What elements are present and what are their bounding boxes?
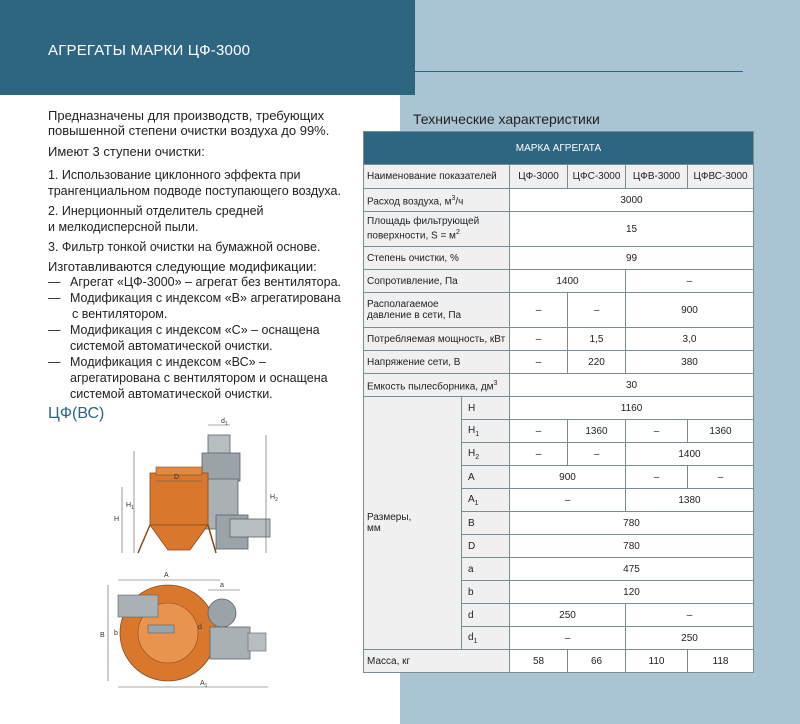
intro-lead-line-1: Предназначены для производств, требующих (48, 108, 325, 123)
intro-lead-line-2: повышенной степени очистки воздуха до 99%. (48, 123, 330, 138)
svg-text:d1: $d_1$ (221, 418, 228, 427)
table-row: Напряжение сети, В – 220 380 (364, 351, 754, 374)
models-row (364, 165, 754, 189)
filter-area-label-1: Площадь фильтрующей (367, 216, 480, 228)
modification-4: — Модификация с индексом «ВС» – (48, 355, 267, 369)
top-view (100, 572, 268, 689)
table-row: Сопротивление, Па 1400 – (364, 270, 754, 293)
label-H2: H (270, 494, 276, 501)
modification-1: — Агрегат «ЦФ-3000» – агрегат без вентилятора. (48, 275, 341, 289)
table-row: Емкость пылесборника, $дм^3$ 30 (364, 374, 754, 397)
label-d1: d (221, 418, 225, 425)
mass-row: Масса, кг 58 66 110 118 (364, 650, 754, 673)
filter-area-label-2: поверхности, S = м (367, 230, 456, 242)
modifications-title: Изготавливаются следующие модификации: (48, 259, 317, 274)
table-row: Размеры, мм H 1160 (364, 397, 754, 420)
label-a: a (220, 582, 224, 589)
pressure-label-2: давление в сети, Па (367, 310, 462, 321)
table-row: $H_1$ – 1360 – 1360 (364, 420, 754, 443)
label-d: d (198, 624, 202, 631)
table-row (364, 247, 754, 270)
table-row: Расход воздуха, $м^3/ч$ 3000 (364, 189, 754, 212)
cleaning-value: 99 (510, 247, 754, 270)
stage-1-line-2: трангенциальном подводе поступающего воздуха. (48, 184, 341, 198)
table-row: Располагаемое давление в сети, Па – – 900 (364, 293, 754, 328)
header-divider-line (415, 71, 743, 72)
voltage-label: Напряжение сети, В (364, 351, 510, 374)
stage-2-line-2: и мелкодисперсной пыли. (48, 220, 199, 234)
resistance-label: Сопротивление, Па (364, 270, 510, 293)
cleaning-label: Степень очистки, % (364, 247, 510, 270)
table-row: D 780 (364, 535, 754, 558)
label-H1: H (126, 502, 132, 509)
table-row: $H_2$ – – 1400 (364, 443, 754, 466)
brand-header: МАРКА АГРЕГАТА (364, 132, 754, 165)
technical-drawing (90, 415, 380, 715)
table-row: B 780 (364, 512, 754, 535)
modification-2: — Модификация с индексом «В» агрегатирована (48, 291, 341, 305)
pressure-label-1: Располагаемое (367, 299, 439, 310)
table-row: A 900 – – (364, 466, 754, 489)
model-cfv: ЦФВ-3000 (626, 165, 688, 189)
page-title: АГРЕГАТЫ МАРКИ ЦФ-3000 (48, 42, 251, 59)
table-row: a 475 (364, 558, 754, 581)
model-cfs: ЦФС-3000 (568, 165, 626, 189)
tech-specs-title: Технические характеристики (413, 111, 600, 127)
label-H: H (114, 516, 120, 523)
stage-1-line-1: 1. Использование циклонного эффекта при (48, 168, 301, 182)
param-header: Наименование показателей (364, 165, 510, 189)
table-row: Потребляемая мощность, кВт – 1,5 3,0 (364, 328, 754, 351)
table-row: b 120 (364, 581, 754, 604)
filter-area-value: 15 (510, 212, 754, 247)
air-flow-value: 3000 (510, 189, 754, 212)
label-A1: A (200, 680, 205, 687)
label-D: D (174, 474, 180, 481)
dust-bin-label: Емкость пылесборника, дм (367, 381, 494, 393)
stage-2-line-1: 2. Инерционный отделитель средней (48, 204, 264, 218)
table-row: d 250 – (364, 604, 754, 627)
modification-3: — Модификация с индексом «С» – оснащена (48, 323, 320, 337)
label-A: A (164, 572, 169, 579)
table-row: $d_1$ – 250 (364, 627, 754, 650)
svg-text:H2: $H_2$ (270, 494, 278, 503)
model-cf: ЦФ-3000 (510, 165, 568, 189)
dimensions-label: Размеры, мм (364, 397, 462, 650)
power-label: Потребляемая мощность, кВт (364, 328, 510, 351)
table-row: $A_1$ – 1380 (364, 489, 754, 512)
mass-label: Масса, кг (364, 650, 510, 673)
side-view (114, 418, 278, 553)
svg-text:A1: $A_1$ (200, 680, 208, 689)
header-banner (0, 0, 415, 95)
model-label: ЦФ(ВС) (48, 405, 105, 422)
brand-header-row (364, 132, 754, 165)
stages-title: Имеют 3 ступени очистки: (48, 144, 205, 159)
label-b: b (114, 630, 118, 637)
table-row: Площадь фильтрующей поверхности, $S = м^2$ 15 (364, 212, 754, 247)
dust-bin-value: 30 (510, 374, 754, 397)
model-cfvs: ЦФВС-3000 (688, 165, 754, 189)
air-flow-label: Расход воздуха, м (367, 196, 452, 208)
intro-text: Предназначены для производств, требующих повышенной степени очистки воздуха до 99%. Имеют 3 ступени очистки: 1. Использование циклонного эффекта при трангенциальном подводе поступающего воздуха. 2. Инерционный отделитель средней и мелкодисперсной пыли. 3. Фильтр тонкой очистки на бумажной основе. Изготавливаются следующие модификации: — Агрегат «ЦФ-3000» – агрегат без вентилятора. — Модификация с индексом «В» агрегатирована с вентилятором. — Модификация с индексом «С» – оснащена системой автоматической очистки. — Модификация с индексом «ВС» – агрегатирована с вентилятором и оснащена системой автоматической очистки. (48, 108, 393, 402)
stage-3: 3. Фильтр тонкой очистки на бумажной основе. (48, 240, 321, 254)
label-B: B (100, 632, 105, 639)
spec-table (363, 131, 754, 673)
svg-text:H1: $H_1$ (126, 502, 134, 511)
